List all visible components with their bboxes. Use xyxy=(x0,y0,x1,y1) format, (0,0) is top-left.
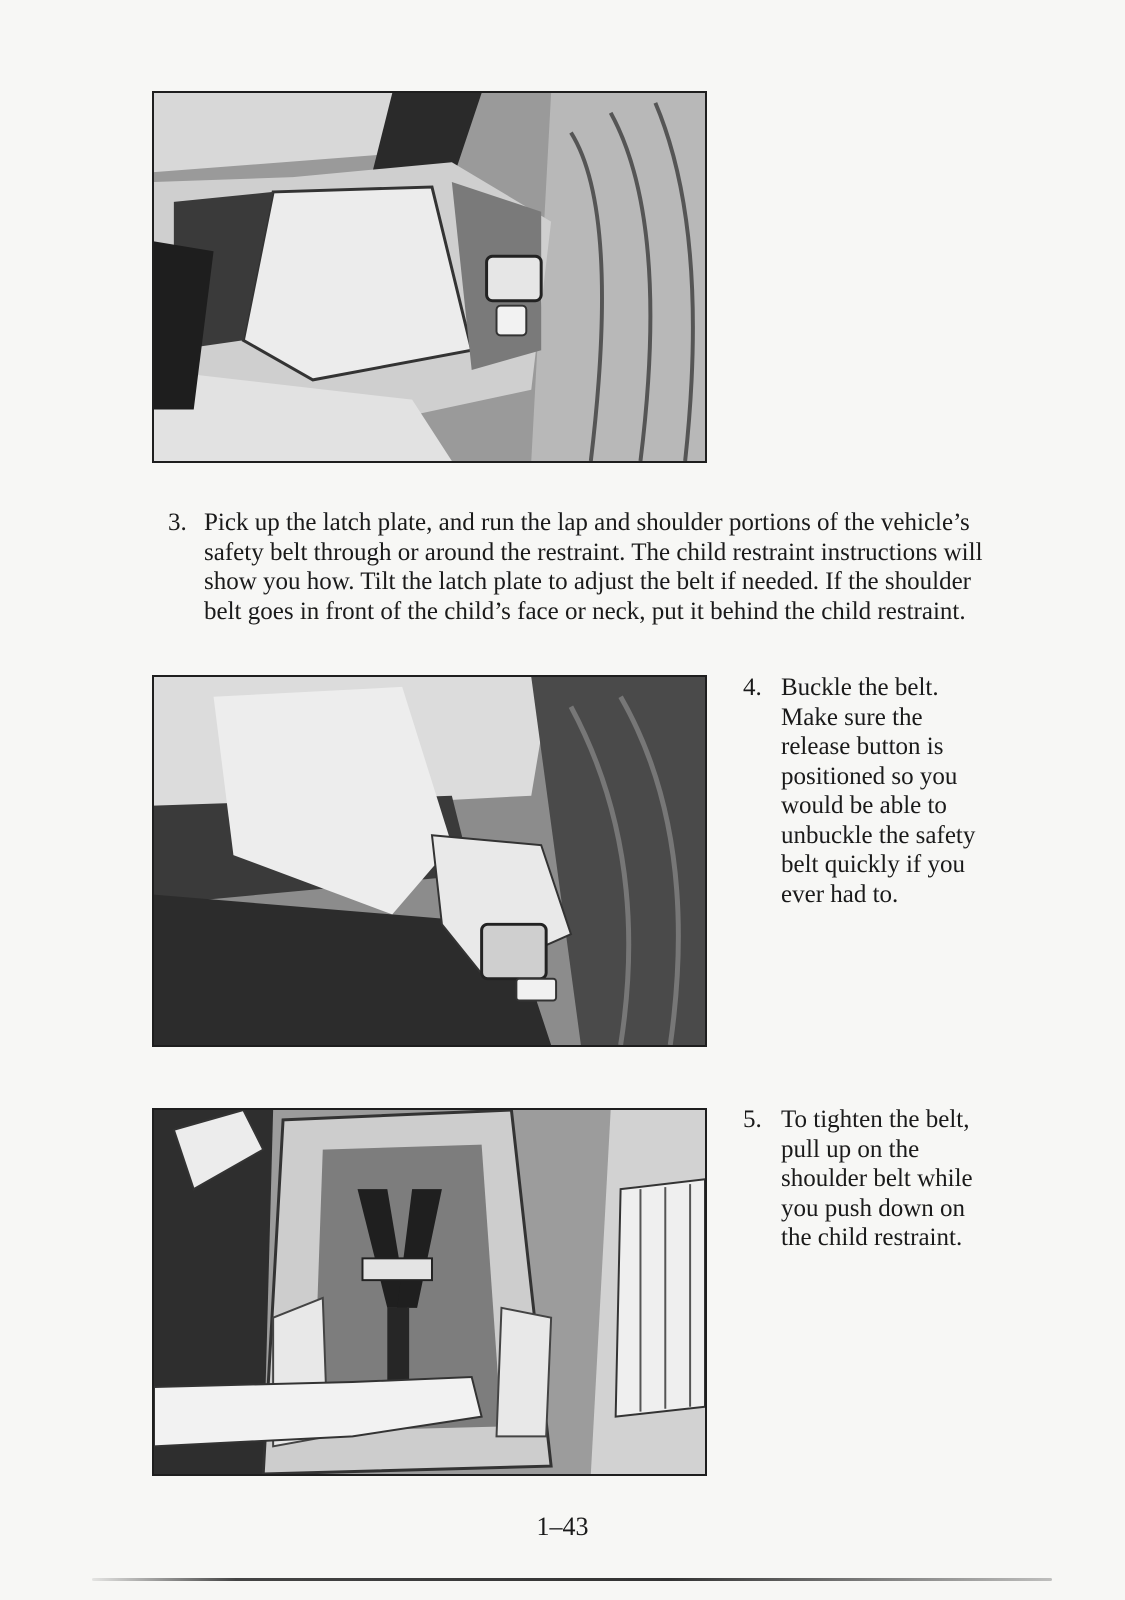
footer-rule xyxy=(92,1578,1052,1581)
step-number: 4. xyxy=(743,674,762,701)
belt-routing-drawing xyxy=(154,93,705,461)
tighten-belt-drawing xyxy=(154,1110,705,1474)
instruction-step-4 xyxy=(743,673,993,909)
step-number: 5. xyxy=(743,1106,762,1133)
illustration-tighten-belt xyxy=(152,1108,707,1476)
instruction-step-3 xyxy=(168,508,988,626)
illustration-buckle-belt xyxy=(152,675,707,1047)
step-text: Buckle the belt. Make sure the release button is positioned so you would be able to unbuckle the safety belt quickly if you ever had to. xyxy=(781,674,976,908)
illustration-belt-routing xyxy=(152,91,707,463)
instruction-step-5 xyxy=(743,1105,993,1253)
buckle-belt-drawing xyxy=(154,677,705,1045)
step-text: Pick up the latch plate, and run the lap and shoulder portions of the vehicle’s safety belt through or around the restraint. The child restraint instructions will show you how. Tilt the latch plate to adjust the belt if needed. If the shoulder belt goes in front of the child’s face or neck, put it behind the child restraint. xyxy=(204,509,983,625)
step-text: To tighten the belt, pull up on the shoulder belt while you push down on the child restraint. xyxy=(781,1106,973,1251)
step-number: 3. xyxy=(168,509,187,536)
page-number: 1–43 xyxy=(536,1512,589,1541)
